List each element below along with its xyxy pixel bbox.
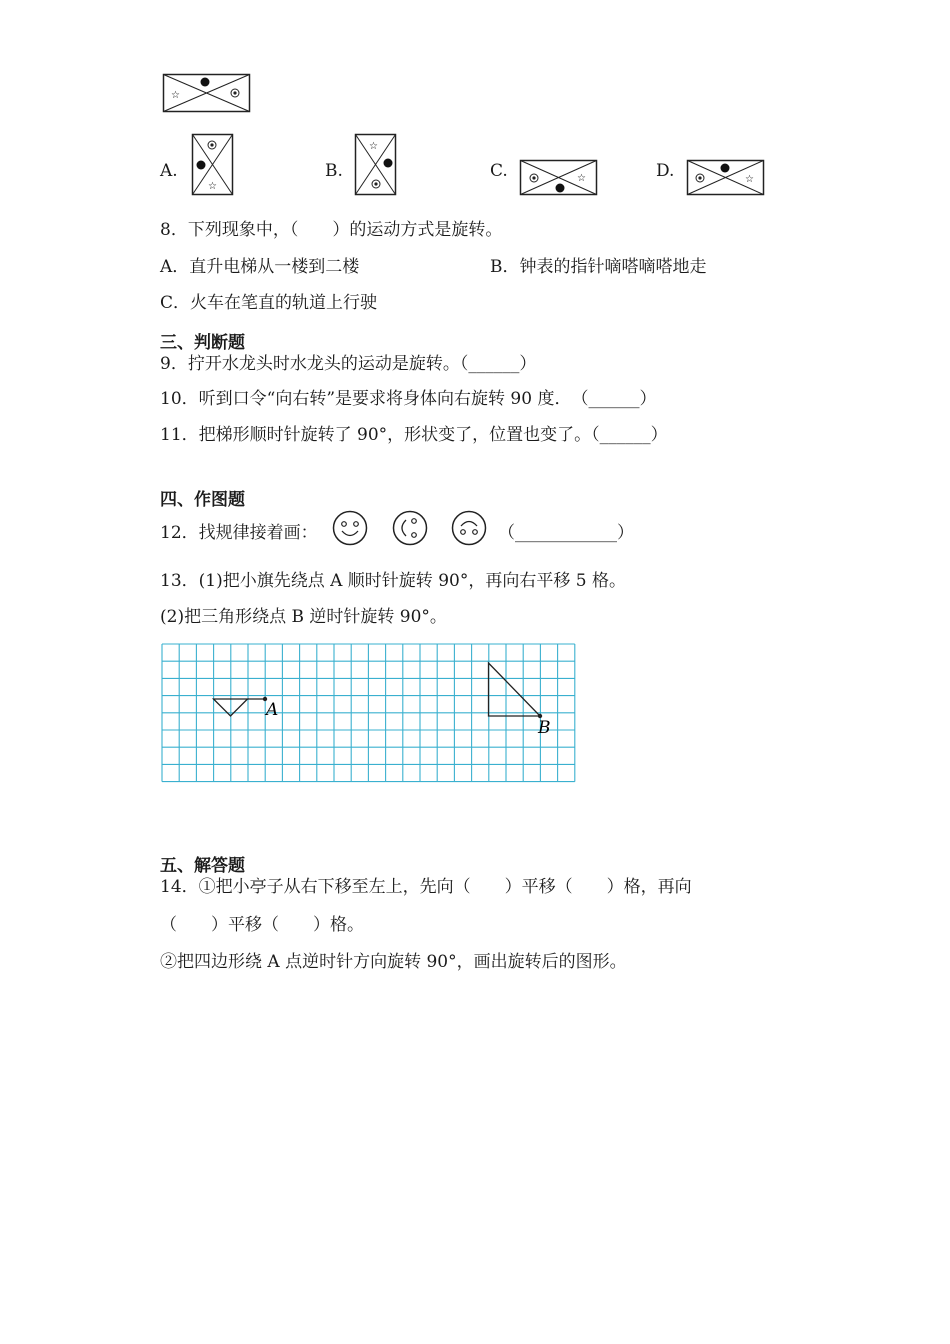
question-13-line-1: 13．(1)把小旗先绕点 A 顺时针旋转 90°，再向右平移 5 格。 — [160, 571, 626, 591]
q7-option-b-label: B. — [325, 161, 343, 181]
question-8-option-a[interactable]: A．直升电梯从一楼到二楼 — [160, 257, 360, 277]
question-11: 11．把梯形顺时针旋转了 90°，形状变了，位置也变了。（______） — [160, 425, 668, 445]
svg-text:☆: ☆ — [208, 181, 217, 192]
question-14-line-2: （ ）平移（ ）格。 — [160, 915, 364, 935]
right-triangle — [489, 663, 541, 716]
smiley-face-3-icon — [451, 510, 489, 548]
question-8-option-c[interactable]: C．火车在笔直的轨道上行驶 — [160, 293, 378, 313]
q7-option-a-figure[interactable] — [192, 134, 234, 196]
smiley-face-1-icon — [332, 510, 370, 548]
question-12-prefix: 12．找规律接着画： — [160, 523, 318, 543]
question-14-line-1: 14．①把小亭子从右下移至左上，先向（ ）平移（ ）格，再向 — [160, 877, 692, 897]
svg-text:☆: ☆ — [369, 141, 378, 152]
point-a-label: A — [266, 700, 279, 720]
smiley-face-2-icon — [392, 510, 430, 548]
question-10: 10．听到口令“向右转”是要求将身体向右旋转 90 度． （______） — [160, 389, 657, 409]
question-8-stem: 8．下列现象中，（ ）的运动方式是旋转。 — [160, 220, 503, 240]
question-12-answer-blank[interactable]: （____________） — [498, 523, 634, 543]
section-5-heading: 五、解答题 — [160, 856, 245, 876]
drawing-grid[interactable] — [161, 643, 577, 791]
question-13-line-2: (2)把三角形绕点 B 逆时针旋转 90°。 — [160, 607, 447, 627]
q7-option-d-label: D. — [656, 161, 675, 181]
svg-text:☆: ☆ — [171, 90, 180, 101]
q7-original-figure — [163, 74, 251, 114]
q7-option-d-figure[interactable] — [687, 160, 765, 196]
question-14-line-3: ②把四边形绕 A 点逆时针方向旋转 90°，画出旋转后的图形。 — [160, 952, 627, 972]
q7-option-a-label: A. — [160, 161, 178, 181]
section-3-heading: 三、判断题 — [160, 333, 245, 353]
question-9: 9．拧开水龙头时水龙头的运动是旋转。（______） — [160, 354, 537, 374]
q7-option-c-label: C. — [490, 161, 508, 181]
grid-lines — [162, 644, 575, 782]
question-8-option-b[interactable]: B．钟表的指针嘀嗒嘀嗒地走 — [490, 257, 707, 277]
section-4-heading: 四、作图题 — [160, 490, 245, 510]
q7-option-c-figure[interactable] — [520, 160, 598, 196]
svg-text:☆: ☆ — [745, 174, 754, 185]
svg-text:☆: ☆ — [577, 173, 586, 184]
point-b-label: B — [538, 718, 551, 738]
q7-option-b-figure[interactable] — [355, 134, 397, 196]
